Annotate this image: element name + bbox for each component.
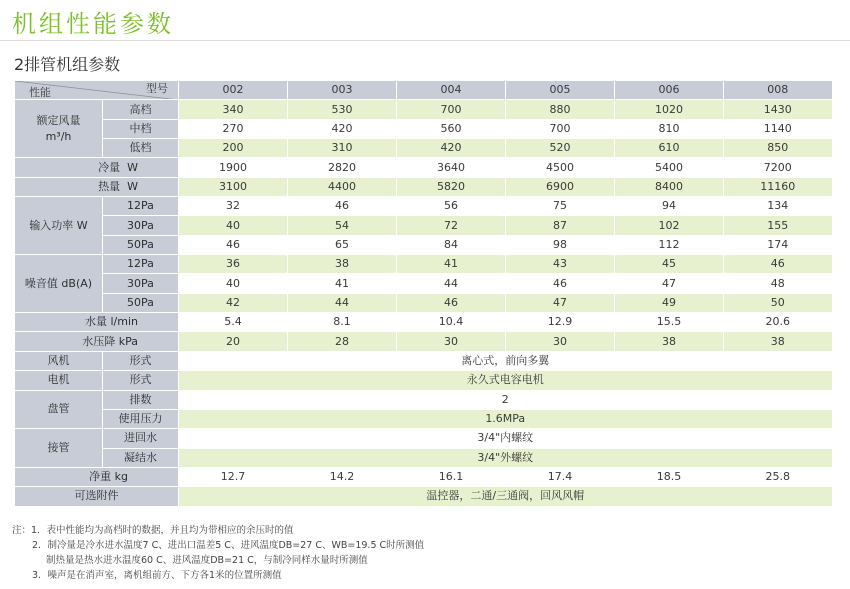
cell: 87 — [506, 216, 615, 235]
cell: 46 — [288, 197, 397, 216]
cell: 25.8 — [724, 467, 832, 486]
model-header: 008 — [724, 81, 832, 100]
cell: 38 — [615, 332, 724, 351]
sub-label: 12Pa — [103, 255, 179, 274]
cell: 4500 — [506, 158, 615, 177]
cell: 5.4 — [179, 313, 288, 332]
airflow-group-label — [15, 100, 103, 158]
cell: 3100 — [179, 177, 288, 196]
cell: 65 — [288, 235, 397, 254]
cell: 3640 — [397, 158, 506, 177]
table-row — [15, 409, 832, 428]
table-row — [15, 274, 832, 293]
table-row — [15, 255, 832, 274]
row-label: 热量 W — [15, 177, 179, 196]
cell: 38 — [288, 255, 397, 274]
model-header: 002 — [179, 81, 288, 100]
airflow-unit: m³/h — [45, 129, 72, 143]
span-cell: 离心式，前向多翼 — [179, 351, 832, 370]
table-row — [15, 177, 832, 196]
table-row — [15, 448, 832, 467]
cell: 48 — [724, 274, 832, 293]
note-line: 2．制冷量是冷水进水温度7 C、进出口温差5 C、进风温度DB=27 C、WB=19.5 C时所测值 — [32, 540, 425, 551]
span-cell: 永久式电容电机 — [179, 371, 832, 390]
sub-label: 排数 — [103, 390, 179, 409]
span-cell: 2 — [179, 390, 832, 409]
sub-label: 形式 — [103, 351, 179, 370]
table-row — [15, 197, 832, 216]
table-row — [15, 313, 832, 332]
cell: 44 — [288, 293, 397, 312]
cell: 530 — [288, 100, 397, 119]
table-row — [15, 390, 832, 409]
table-row — [15, 158, 832, 177]
footnotes — [12, 523, 424, 583]
cell: 41 — [397, 255, 506, 274]
cell: 46 — [724, 255, 832, 274]
motor-label: 电机 — [15, 371, 103, 390]
cell: 46 — [179, 235, 288, 254]
cell: 700 — [397, 100, 506, 119]
span-cell: 温控器，二通/三通阀，回风风帽 — [179, 487, 832, 506]
cell: 810 — [615, 119, 724, 138]
cell: 46 — [506, 274, 615, 293]
table-row — [15, 235, 832, 254]
cell: 20 — [179, 332, 288, 351]
cell: 32 — [179, 197, 288, 216]
cell: 1020 — [615, 100, 724, 119]
power-group-label: 输入功率 W — [15, 197, 103, 255]
cell: 45 — [615, 255, 724, 274]
airflow-label: 额定风量 — [36, 113, 81, 127]
cell: 340 — [179, 100, 288, 119]
noise-group-label: 噪音值 dB(A) — [15, 255, 103, 313]
span-cell: 3/4"内螺纹 — [179, 429, 832, 448]
cell: 270 — [179, 119, 288, 138]
sub-label: 30Pa — [103, 274, 179, 293]
cell: 520 — [506, 139, 615, 158]
row-label: 水压降 kPa — [15, 332, 179, 351]
cell: 15.5 — [615, 313, 724, 332]
span-cell: 1.6MPa — [179, 409, 832, 428]
sub-label: 12Pa — [103, 197, 179, 216]
note-line: 注：1．表中性能均为高档时的数据，并且均为带相应的余压时的值 — [12, 525, 294, 536]
cell: 12.7 — [179, 467, 288, 486]
cell: 1900 — [179, 158, 288, 177]
cell: 6900 — [506, 177, 615, 196]
cell: 420 — [397, 139, 506, 158]
table-row — [15, 293, 832, 312]
cell: 11160 — [724, 177, 832, 196]
table-row — [15, 487, 832, 506]
pipe-group-label: 接管 — [15, 429, 103, 468]
cell: 17.4 — [506, 467, 615, 486]
cell: 41 — [288, 274, 397, 293]
sub-label: 使用压力 — [103, 409, 179, 428]
cell: 43 — [506, 255, 615, 274]
cell: 2820 — [288, 158, 397, 177]
cell: 155 — [724, 216, 832, 235]
table-row — [15, 119, 832, 138]
table-row — [15, 429, 832, 448]
cell: 28 — [288, 332, 397, 351]
cell: 75 — [506, 197, 615, 216]
note-line: 制热量是热水进水温度60 C、进风温度DB=21 C，与制冷同样水量时所测值 — [46, 555, 368, 566]
cell: 18.5 — [615, 467, 724, 486]
spec-table — [14, 81, 832, 507]
sub-label: 50Pa — [103, 235, 179, 254]
section-title: 2排管机组参数 — [14, 55, 121, 74]
sub-label: 中档 — [103, 119, 179, 138]
cell: 44 — [397, 274, 506, 293]
model-header: 005 — [506, 81, 615, 100]
cell: 16.1 — [397, 467, 506, 486]
cell: 54 — [288, 216, 397, 235]
cell: 1140 — [724, 119, 832, 138]
cell: 5820 — [397, 177, 506, 196]
cell: 47 — [615, 274, 724, 293]
cell: 50 — [724, 293, 832, 312]
cell: 12.9 — [506, 313, 615, 332]
table-row — [15, 467, 832, 486]
sub-label: 30Pa — [103, 216, 179, 235]
cell: 174 — [724, 235, 832, 254]
corner-perf-label: 性能 — [29, 86, 51, 99]
cell: 560 — [397, 119, 506, 138]
cell: 98 — [506, 235, 615, 254]
cell: 8.1 — [288, 313, 397, 332]
fan-label: 风机 — [15, 351, 103, 370]
cell: 42 — [179, 293, 288, 312]
title-divider — [0, 40, 850, 41]
cell: 40 — [179, 274, 288, 293]
cell: 134 — [724, 197, 832, 216]
row-label: 冷量 W — [15, 158, 179, 177]
table-row — [15, 351, 832, 370]
cell: 20.6 — [724, 313, 832, 332]
sub-label: 高档 — [103, 100, 179, 119]
cell: 36 — [179, 255, 288, 274]
cell: 700 — [506, 119, 615, 138]
corner-model-label: 型号 — [146, 82, 168, 95]
cell: 880 — [506, 100, 615, 119]
table-row — [15, 100, 832, 119]
cell: 38 — [724, 332, 832, 351]
cell: 8400 — [615, 177, 724, 196]
table-row — [15, 139, 832, 158]
cell: 1430 — [724, 100, 832, 119]
note-line: 3．噪声是在消声室，离机组前方、下方各1米的位置所测值 — [32, 570, 282, 581]
table-header-row — [15, 81, 832, 100]
sub-label: 形式 — [103, 371, 179, 390]
model-header: 006 — [615, 81, 724, 100]
model-header: 004 — [397, 81, 506, 100]
page-title: 机组性能参数 — [12, 10, 174, 38]
model-header: 003 — [288, 81, 397, 100]
cell: 112 — [615, 235, 724, 254]
cell: 7200 — [724, 158, 832, 177]
table-row — [15, 332, 832, 351]
row-label: 水量 l/min — [15, 313, 179, 332]
cell: 46 — [397, 293, 506, 312]
coil-group-label: 盘管 — [15, 390, 103, 429]
row-label: 净重 kg — [15, 467, 179, 486]
sub-label: 进回水 — [103, 429, 179, 448]
span-cell: 3/4"外螺纹 — [179, 448, 832, 467]
table-row — [15, 371, 832, 390]
cell: 94 — [615, 197, 724, 216]
cell: 84 — [397, 235, 506, 254]
cell: 200 — [179, 139, 288, 158]
cell: 310 — [288, 139, 397, 158]
cell: 47 — [506, 293, 615, 312]
cell: 850 — [724, 139, 832, 158]
row-label: 可选附件 — [15, 487, 179, 506]
corner-cell — [15, 81, 179, 100]
sub-label: 50Pa — [103, 293, 179, 312]
cell: 72 — [397, 216, 506, 235]
cell: 5400 — [615, 158, 724, 177]
cell: 40 — [179, 216, 288, 235]
cell: 56 — [397, 197, 506, 216]
cell: 610 — [615, 139, 724, 158]
sub-label: 低档 — [103, 139, 179, 158]
cell: 102 — [615, 216, 724, 235]
cell: 30 — [506, 332, 615, 351]
cell: 4400 — [288, 177, 397, 196]
cell: 49 — [615, 293, 724, 312]
sub-label: 凝结水 — [103, 448, 179, 467]
table-row — [15, 216, 832, 235]
cell: 14.2 — [288, 467, 397, 486]
cell: 10.4 — [397, 313, 506, 332]
cell: 420 — [288, 119, 397, 138]
cell: 30 — [397, 332, 506, 351]
